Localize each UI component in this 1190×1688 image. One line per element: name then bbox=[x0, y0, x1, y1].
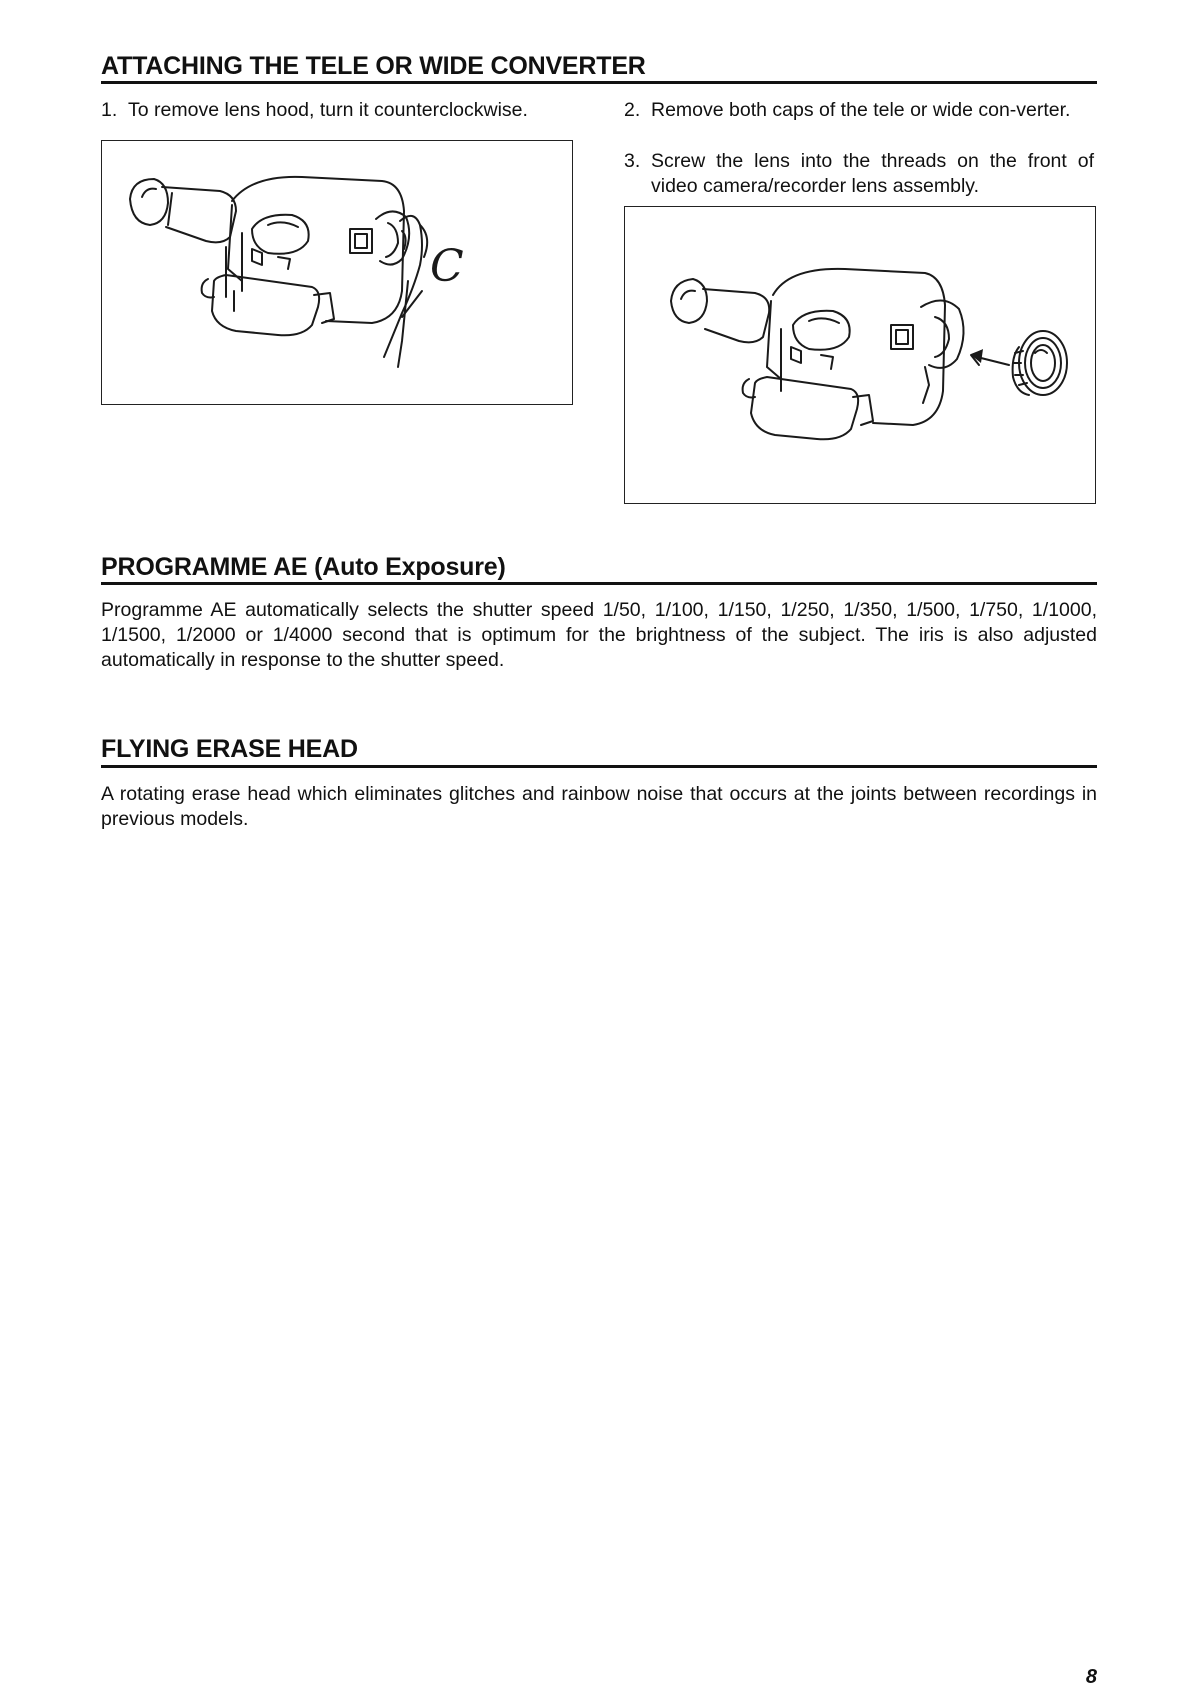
step-1-text: To remove lens hood, turn it counterclockwise. bbox=[128, 99, 528, 121]
step-3-text: Screw the lens into the threads on the front of video camera/recorder lens assembly. bbox=[651, 150, 1094, 197]
step-1 bbox=[101, 98, 581, 123]
step-3-number: 3. bbox=[624, 150, 641, 172]
counterclockwise-mark: C bbox=[430, 241, 464, 292]
camcorder-hand-illustration bbox=[102, 141, 574, 406]
camcorder-converter-illustration bbox=[625, 207, 1097, 505]
figure-remove-lens-hood bbox=[101, 140, 573, 405]
heading-rule bbox=[101, 765, 1097, 768]
step-1-number: 1. bbox=[101, 99, 118, 121]
heading-rule bbox=[101, 81, 1097, 84]
section-heading-programme-ae: PROGRAMME AE (Auto Exposure) bbox=[101, 553, 506, 581]
step-3 bbox=[624, 149, 1094, 199]
heading-rule bbox=[101, 582, 1097, 585]
flying-erase-head-description: A rotating erase head which eliminates glitches and rainbow noise that occurs at the joints between recordings in previous models. bbox=[101, 783, 1097, 830]
section-heading-flying-erase-head: FLYING ERASE HEAD bbox=[101, 735, 358, 763]
step-2-number: 2. bbox=[624, 99, 641, 121]
step-2-text: Remove both caps of the tele or wide con-verter. bbox=[651, 99, 1071, 121]
step-2 bbox=[624, 98, 1094, 123]
figure-attach-converter bbox=[624, 206, 1096, 504]
section-heading-converter: ATTACHING THE TELE OR WIDE CONVERTER bbox=[101, 52, 646, 80]
page-number: 8 bbox=[1085, 1666, 1097, 1688]
programme-ae-description: Programme AE automatically selects the shutter speed 1/50, 1/100, 1/150, 1/250, 1/350, 1/500, 1/750, 1/1000, 1/1500, 1/2000 or 1/4000 second that is optimum for the brightness of the subject. The iris is also adjusted automatically in response to the shutter speed. bbox=[101, 599, 1097, 671]
